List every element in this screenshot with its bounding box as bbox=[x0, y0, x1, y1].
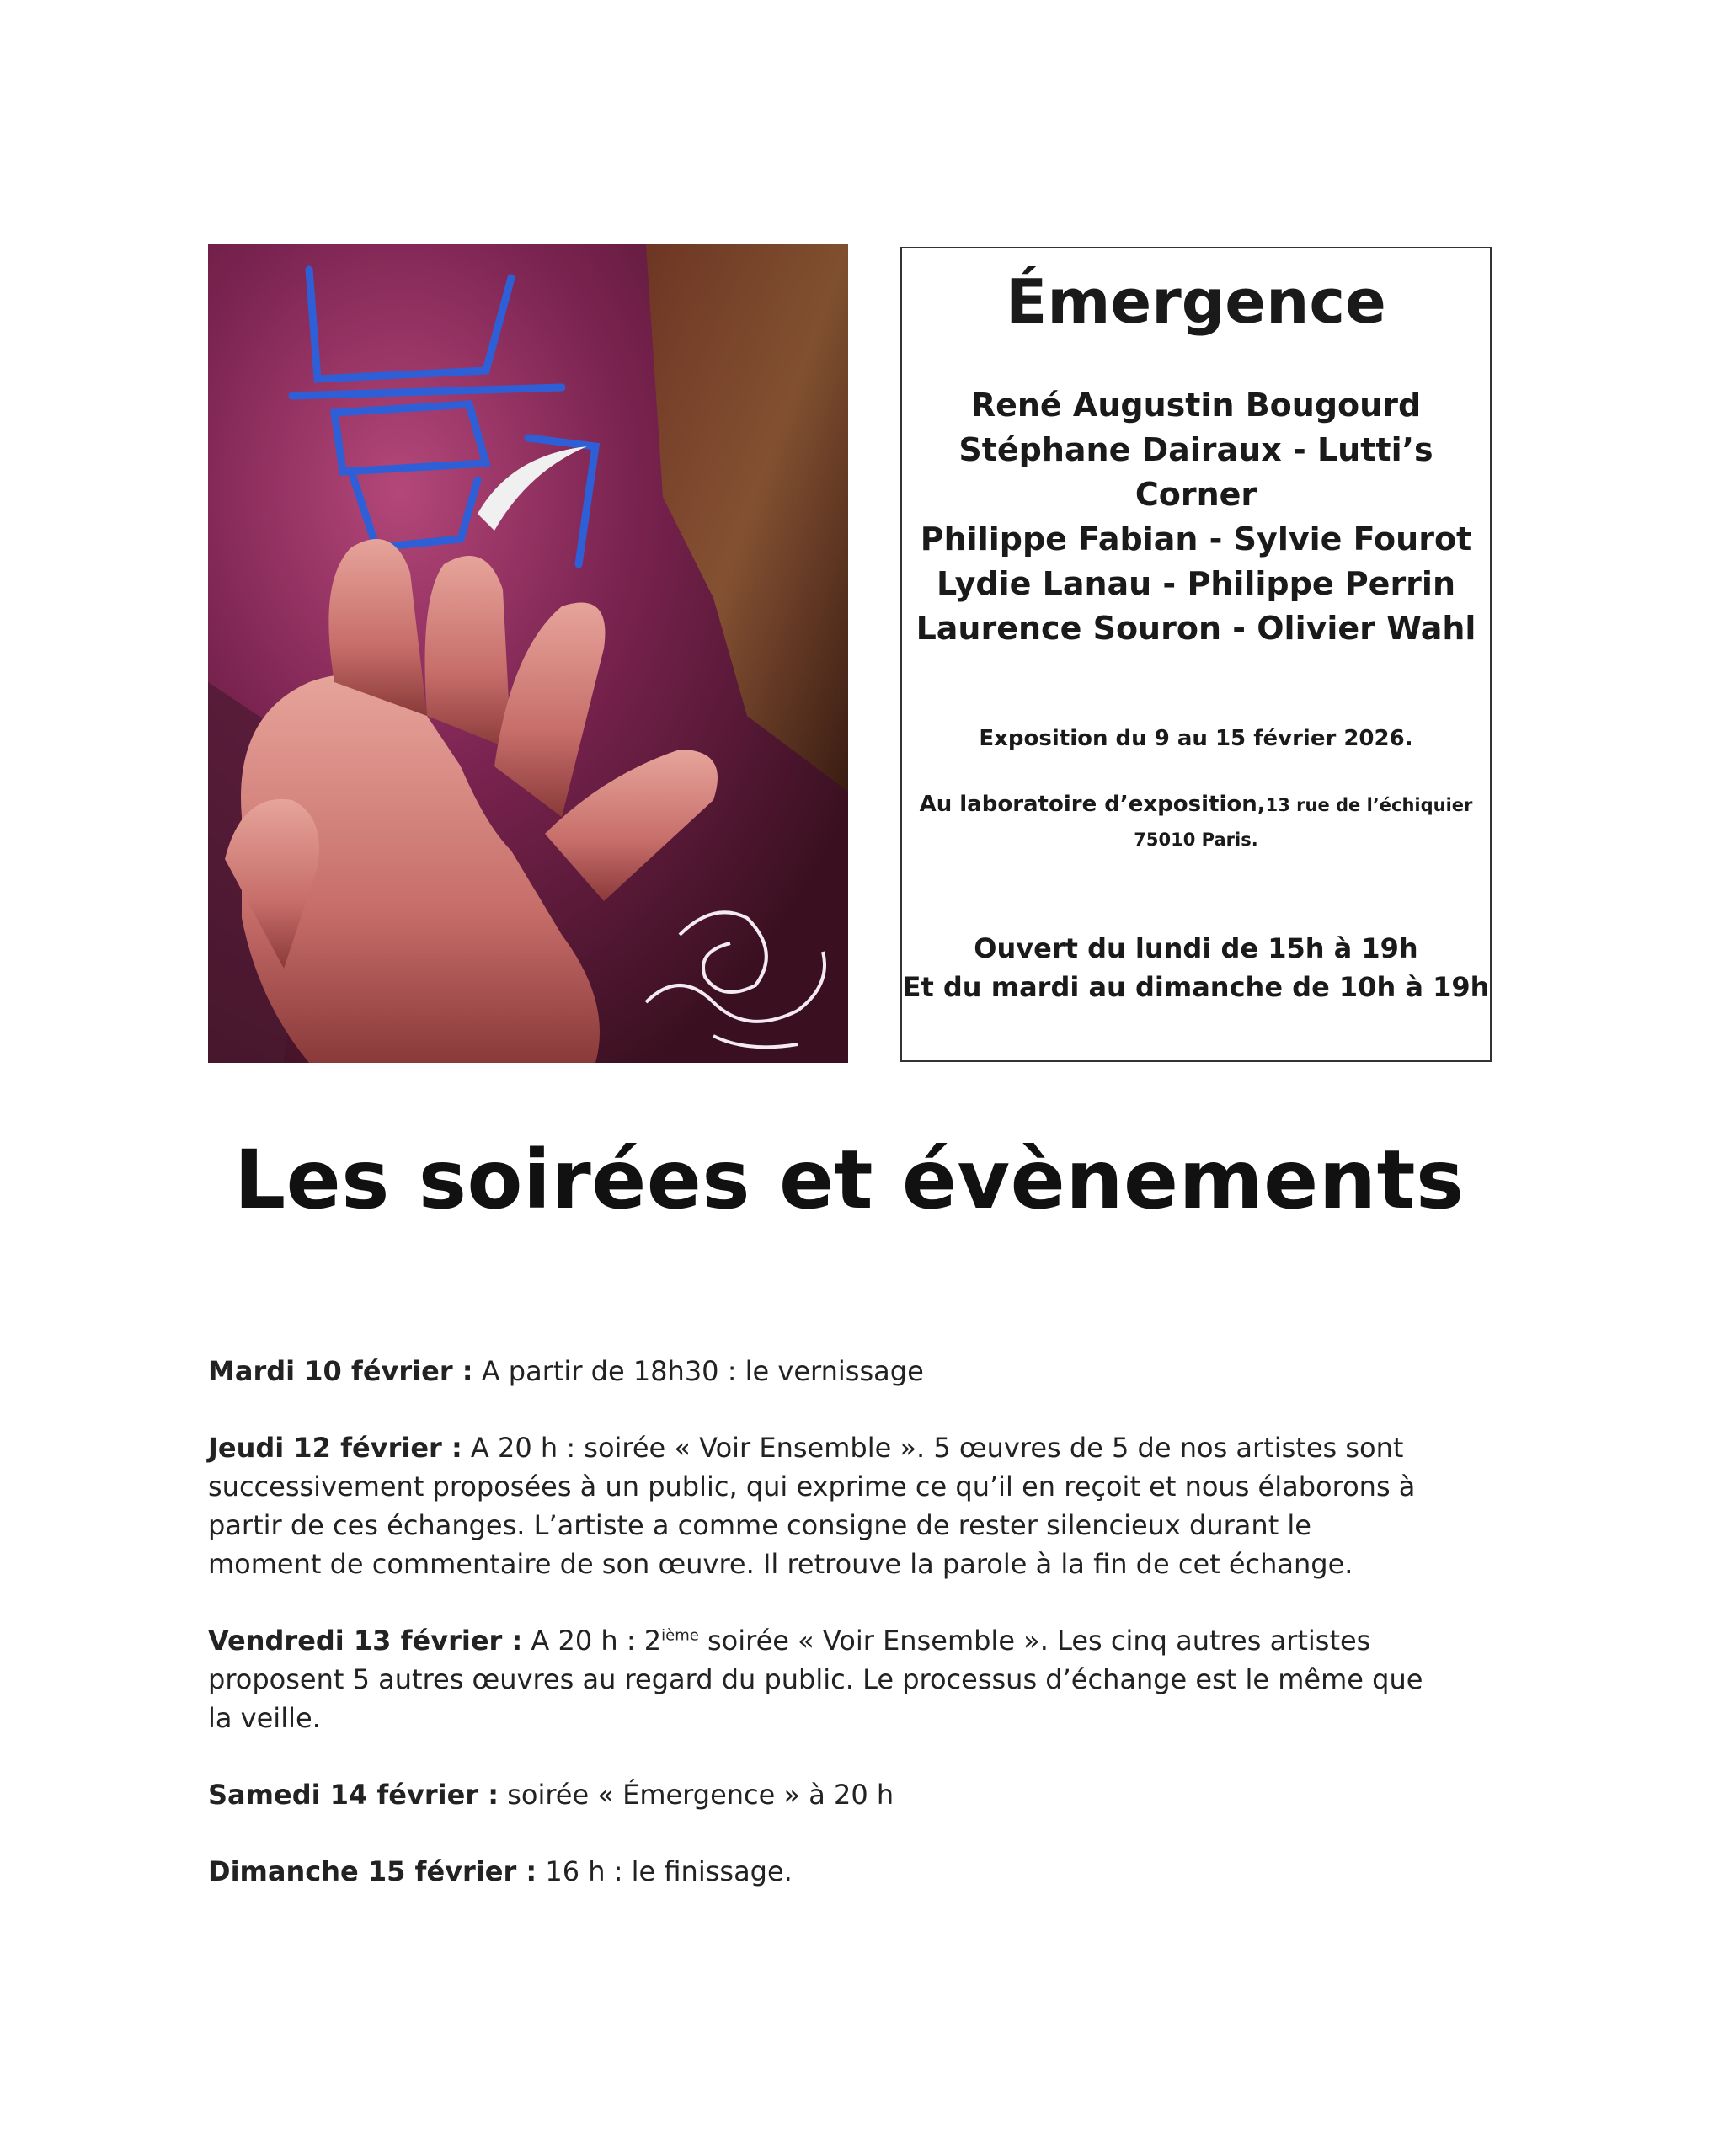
hours-line-1: Ouvert du lundi de 15h à 19h bbox=[974, 932, 1418, 964]
hours-line-2: Et du mardi au dimanche de 10h à 19h bbox=[902, 971, 1490, 1003]
exhibition-title: Émergence bbox=[1006, 266, 1386, 337]
opening-hours bbox=[902, 929, 1490, 1006]
event-item bbox=[208, 1352, 1429, 1390]
events-list bbox=[208, 1352, 1429, 1929]
artwork-hand-image bbox=[208, 244, 848, 1063]
artist-line: Lydie Lanau - Philippe Perrin bbox=[936, 565, 1456, 602]
artist-line: René Augustin Bougourd bbox=[970, 387, 1422, 424]
event-text: A partir de 18h30 : le vernissage bbox=[472, 1355, 924, 1387]
venue-city: 75010 Paris. bbox=[1134, 830, 1258, 850]
event-day: Samedi 14 février : bbox=[208, 1779, 499, 1811]
events-heading: Les soirées et évènements bbox=[234, 1133, 1465, 1227]
exhibition-dates: Exposition du 9 au 15 février 2026. bbox=[979, 726, 1413, 751]
event-text-before-sup: A 20 h : 2 bbox=[522, 1625, 662, 1657]
event-item bbox=[208, 1428, 1429, 1583]
exhibition-info-box bbox=[900, 247, 1492, 1062]
event-day: Vendredi 13 février : bbox=[208, 1625, 523, 1657]
event-text: A 20 h : soirée « Voir Ensemble ». 5 œuvres de 5 de nos artistes sont successivement proposées à un public, qui exprime ce qu’il en reçoit et nous élaborons à partir de ces échanges. L’artiste a comme consigne de rester silencieux durant le moment de commentaire de son œuvre. Il retrouve la parole à la fin de cet échange. bbox=[208, 1432, 1416, 1580]
event-day: Dimanche 15 février : bbox=[208, 1855, 537, 1887]
artist-list bbox=[902, 383, 1490, 651]
event-item bbox=[208, 1775, 1429, 1814]
artist-line: Laurence Souron - Olivier Wahl bbox=[916, 610, 1476, 647]
artwork-illustration bbox=[208, 244, 848, 1063]
event-text: 16 h : le finissage. bbox=[537, 1855, 793, 1887]
event-item bbox=[208, 1621, 1429, 1737]
ordinal-superscript: ième bbox=[661, 1626, 699, 1645]
event-text: soirée « Voir Ensemble ». Les cinq autres artistes proposent 5 autres œuvres au regard du public. Le processus d’échange est le même que la veille. bbox=[208, 1625, 1423, 1734]
event-day: Jeudi 12 février : bbox=[208, 1432, 462, 1464]
artist-line: Philippe Fabian - Sylvie Fourot bbox=[920, 520, 1472, 558]
venue-street: 13 rue de l’échiquier bbox=[1265, 795, 1473, 815]
venue-address bbox=[919, 787, 1473, 857]
artist-line: Stéphane Dairaux - Lutti’s Corner bbox=[958, 431, 1433, 513]
event-item bbox=[208, 1852, 1429, 1891]
venue-prefix: Au laboratoire d’exposition, bbox=[919, 792, 1266, 817]
event-text: soirée « Émergence » à 20 h bbox=[499, 1779, 894, 1811]
event-day: Mardi 10 février : bbox=[208, 1355, 473, 1387]
